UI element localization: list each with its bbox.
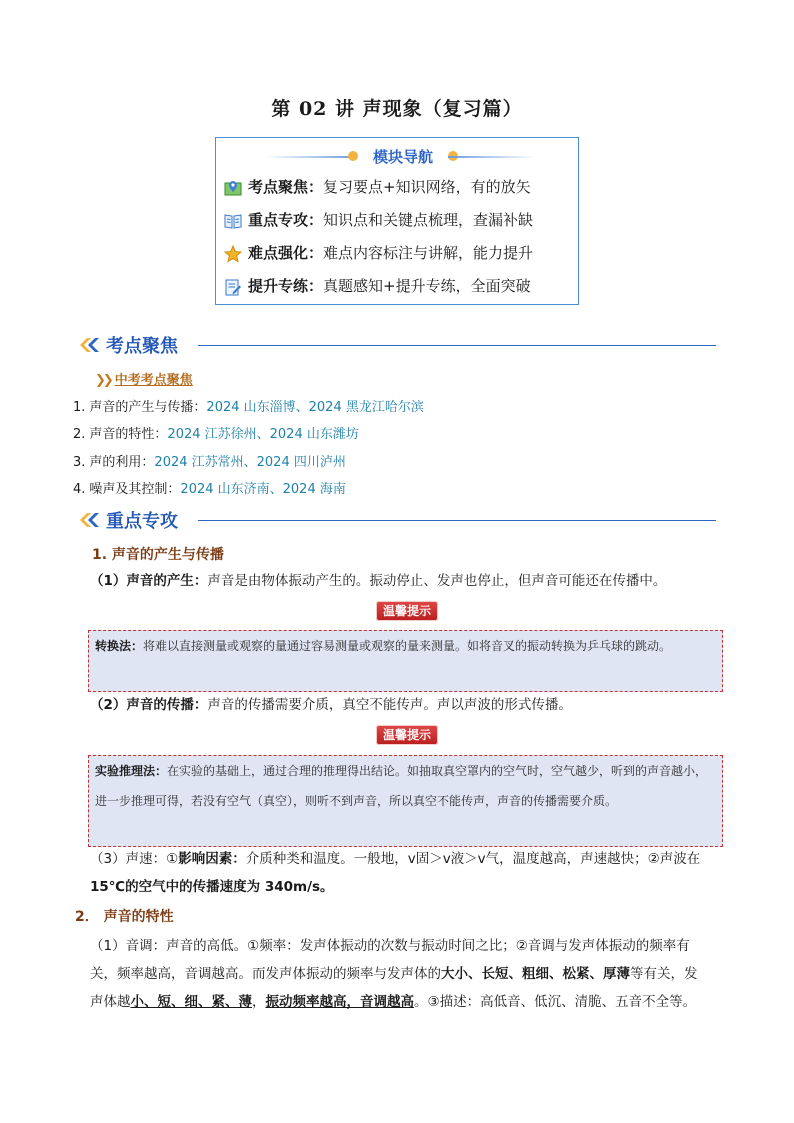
subheading-sound-production: 1. 声音的产生与传播	[92, 547, 224, 563]
section-title: 重点专攻	[106, 511, 178, 532]
nav-item-key-points[interactable]	[224, 209, 533, 231]
focus-item	[73, 451, 346, 470]
paragraph-pitch-line1: （1）音调：声音的高低。①频率：发声体振动的次数与振动时间之比；②音调与发声体振动的频率有	[90, 938, 690, 954]
para-text: 声体越	[90, 994, 131, 1010]
section-title: 考点聚焦	[106, 336, 178, 357]
tip-badge: 温馨提示	[376, 725, 438, 745]
star-icon	[224, 245, 242, 263]
para-lead: （3）声速：①	[90, 851, 179, 867]
section-rule	[198, 345, 716, 346]
tip-text: 在实验的基础上，通过合理的推理得出结论。如抽取真空罩内的空气时，空气越少，听到的声音越小，进一步推理可得，若没有空气（真空），则听不到声音，所以真空不能传声，声音的传播需要介质。	[95, 764, 708, 808]
tip-box-experiment	[88, 755, 723, 847]
focus-number: 1.	[73, 400, 86, 415]
book-icon	[224, 212, 242, 230]
para-key: 影响因素：	[178, 851, 246, 867]
paragraph-sound-speed	[90, 845, 730, 873]
focus-item	[73, 396, 424, 415]
para-lead: （1）声音的产生：	[90, 573, 208, 589]
nav-header-line-left	[266, 156, 354, 158]
map-pin-icon	[224, 179, 242, 197]
para-underline: 振动频率越高，音调越高	[265, 994, 414, 1010]
para-text: 等有关，发	[630, 966, 698, 982]
focus-number: 3.	[73, 455, 86, 470]
para-text: 声音是由物体振动产生的。振动停止、发声也停止，但声音可能还在传播中。	[207, 573, 667, 589]
double-arrow-icon: ❯❯	[95, 373, 111, 388]
paragraph-sound-production	[90, 567, 730, 595]
nav-item-text: 复习要点+知识网络，有的放矢	[323, 178, 531, 196]
double-chevron-icon	[78, 511, 102, 529]
focus-label: 声音的产生与传播：	[89, 400, 207, 415]
tip-lead: 转换法：	[95, 639, 144, 653]
paragraph-pitch-line3	[90, 988, 750, 1016]
nav-item-text: 知识点和关键点梳理，查漏补缺	[323, 211, 534, 229]
focus-label: 声音的特性：	[89, 427, 168, 442]
nav-item-key: 考点聚焦：	[248, 178, 324, 196]
para-text: 。③描述：高低音、低沉、清脆、五音不全等。	[414, 994, 697, 1010]
edit-document-icon	[224, 278, 242, 296]
subheading-sound-characteristics: 2． 声音的特性	[75, 909, 174, 925]
nav-item-key: 提升专练：	[248, 277, 324, 295]
sublink-exam-focus[interactable]	[95, 369, 193, 388]
focus-exams: 2024 山东济南、2024 海南	[180, 482, 346, 497]
nav-header-line-right	[448, 156, 536, 158]
sublink-label: 中考考点聚焦	[114, 373, 193, 388]
focus-item	[73, 478, 346, 497]
nav-item-text: 真题感知+提升专练，全面突破	[323, 277, 531, 295]
focus-exams: 2024 江苏徐州、2024 山东潍坊	[167, 427, 359, 442]
focus-number: 4.	[73, 482, 86, 497]
nav-item-key: 难点强化：	[248, 244, 324, 262]
para-text: 关，频率越高，音调越高。而发声体振动的频率与发声体的	[90, 966, 441, 982]
para-text: 介质种类和温度。一般地，v固＞v液＞v气，温度越高，声速越快；②声波在	[245, 851, 701, 867]
focus-number: 2.	[73, 427, 86, 442]
section-rule	[198, 520, 716, 521]
para-lead: （2）声音的传播：	[90, 697, 208, 713]
tip-lead: 实验推理法：	[95, 764, 168, 778]
tip-text: 将难以直接测量或观察的量通过容易测量或观察的量来测量。如将音叉的振动转换为乒乓球的跳动。	[143, 639, 672, 653]
nav-item-difficult[interactable]	[224, 242, 533, 264]
tip-box-conversion	[88, 630, 723, 692]
para-key: 大小、长短、粗细、松紧、厚薄	[441, 966, 630, 982]
double-chevron-icon	[78, 336, 102, 354]
tip-badge: 温馨提示	[376, 601, 438, 621]
page-title: 第 02 讲 声现象（复习篇）	[271, 98, 523, 120]
paragraph-pitch-line2	[90, 960, 750, 988]
focus-label: 噪声及其控制：	[89, 482, 181, 497]
focus-exams: 2024 江苏常州、2024 四川泸州	[154, 455, 346, 470]
nav-header	[216, 146, 578, 168]
para-underline: 小、短、细、紧、薄	[130, 994, 252, 1010]
paragraph-sound-speed-line2: 15℃的空气中的传播速度为 340m/s。	[90, 879, 334, 895]
focus-item	[73, 423, 359, 442]
nav-item-focus[interactable]	[224, 176, 531, 198]
nav-header-dot-left	[348, 151, 358, 161]
module-nav-box	[215, 137, 579, 305]
nav-heading: 模块导航	[372, 148, 433, 166]
focus-exams: 2024 山东淄博、2024 黑龙江哈尔滨	[206, 400, 424, 415]
nav-item-text: 难点内容标注与讲解，能力提升	[323, 244, 534, 262]
paragraph-sound-transmission	[90, 691, 730, 719]
nav-item-key: 重点专攻：	[248, 211, 324, 229]
para-text: 声音的传播需要介质，真空不能传声。声以声波的形式传播。	[207, 697, 572, 713]
para-text: ，	[252, 994, 266, 1010]
nav-item-practice[interactable]	[224, 275, 531, 297]
focus-label: 声的利用：	[89, 455, 155, 470]
